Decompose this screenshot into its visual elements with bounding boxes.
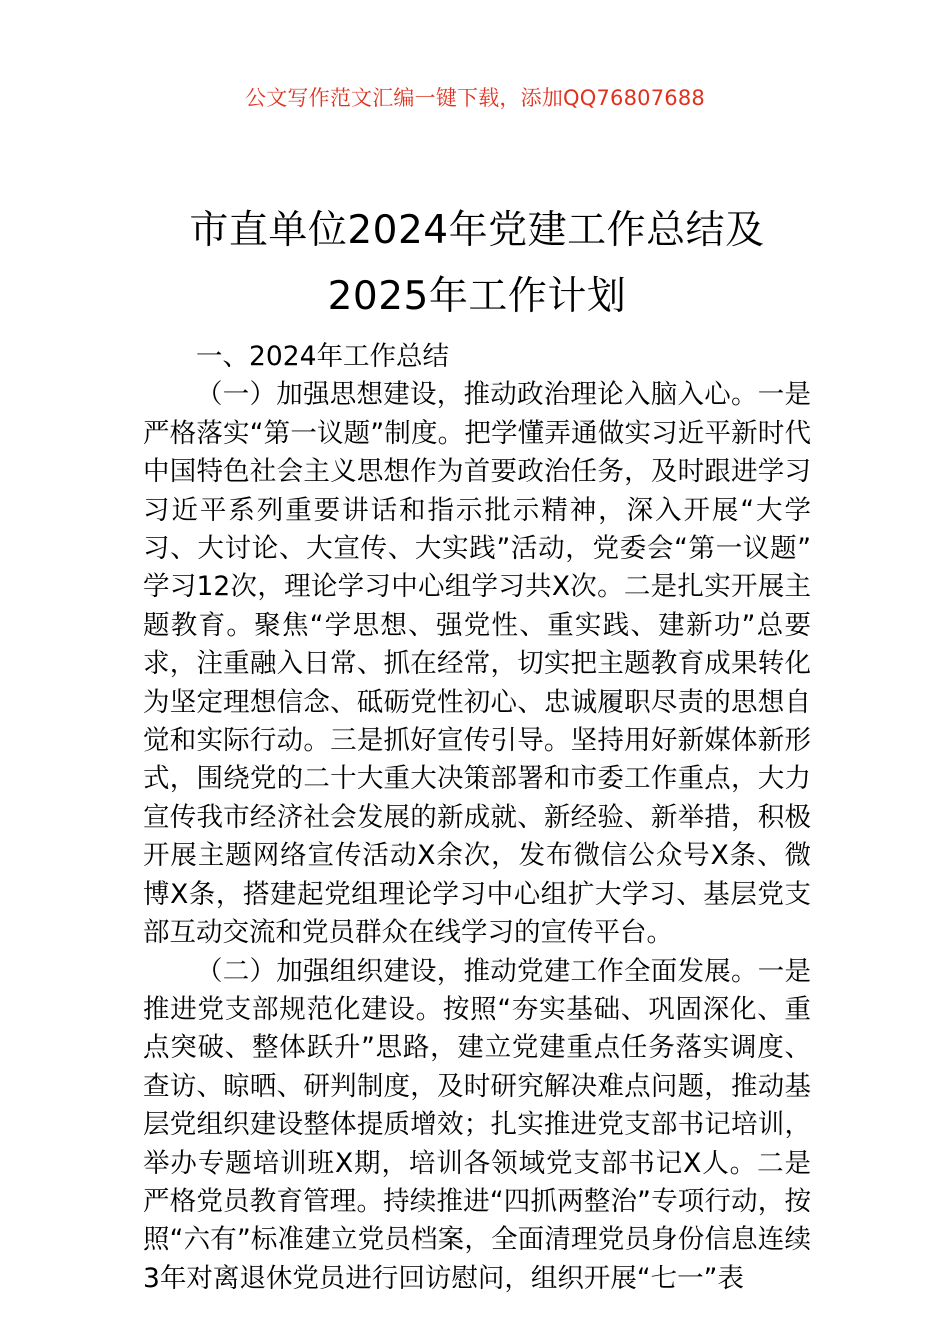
promo-watermark-header: 公文写作范文汇编一键下载，添加QQ76807688 <box>245 86 705 110</box>
page-title: 市直单位2024年党建工作总结及2025年工作计划 <box>189 208 765 320</box>
paragraph-1-2: （二）加强组织建设，推动党建工作全面发展。一是推进党支部规范化建设。按照“夯实基础、巩固深化、重点突破、整体跃升”思路，建立党建重点任务落实调度、查访、晾晒、研判制度，及时研究解决难点问题，推动基层党组织建设整体提质增效；扎实推进党支部书记培训，举办专题培训班X期，培训各领域党支部书记X人。二是严格党员教育管理。持续推进“四抓两整治”专项行动，按照“六有”标准建立党员档案，全面清理党员身份信息连续3年对离退休党员进行回访慰问，组织开展“七一”表 <box>143 955 811 1294</box>
document-body <box>143 338 811 1298</box>
paragraph-1-1: （一）加强思想建设，推动政治理论入脑入心。一是严格落实“第一议题”制度。把学懂弄通做实习近平新时代中国特色社会主义思想作为首要政治任务，及时跟进学习习近平系列重要讲话和指示批示精神，深入开展“大学习、大讨论、大宣传、大实践”活动，党委会“第一议题”学习12次，理论学习中心组学习共X次。二是扎实开展主题教育。聚焦“学思想、强党性、重实践、建新功”总要求，注重融入日常、抓在经常，切实把主题教育成果转化为坚定理想信念、砥砺党性初心、忠诚履职尽责的思想自觉和实际行动。三是抓好宣传引导。坚持用好新媒体新形式，围绕党的二十大重大决策部署和市委工作重点，大力宣传我市经济社会发展的新成就、新经验、新举措，积极开展主题网络宣传活动X余次，发布微信公众号X条、微博X条，搭建起党组理论学习中心组扩大学习、基层党支部互动交流和党员群众在线学习的宣传平台。 <box>143 379 811 949</box>
section-heading-1: 一、2024年工作总结 <box>196 341 449 372</box>
